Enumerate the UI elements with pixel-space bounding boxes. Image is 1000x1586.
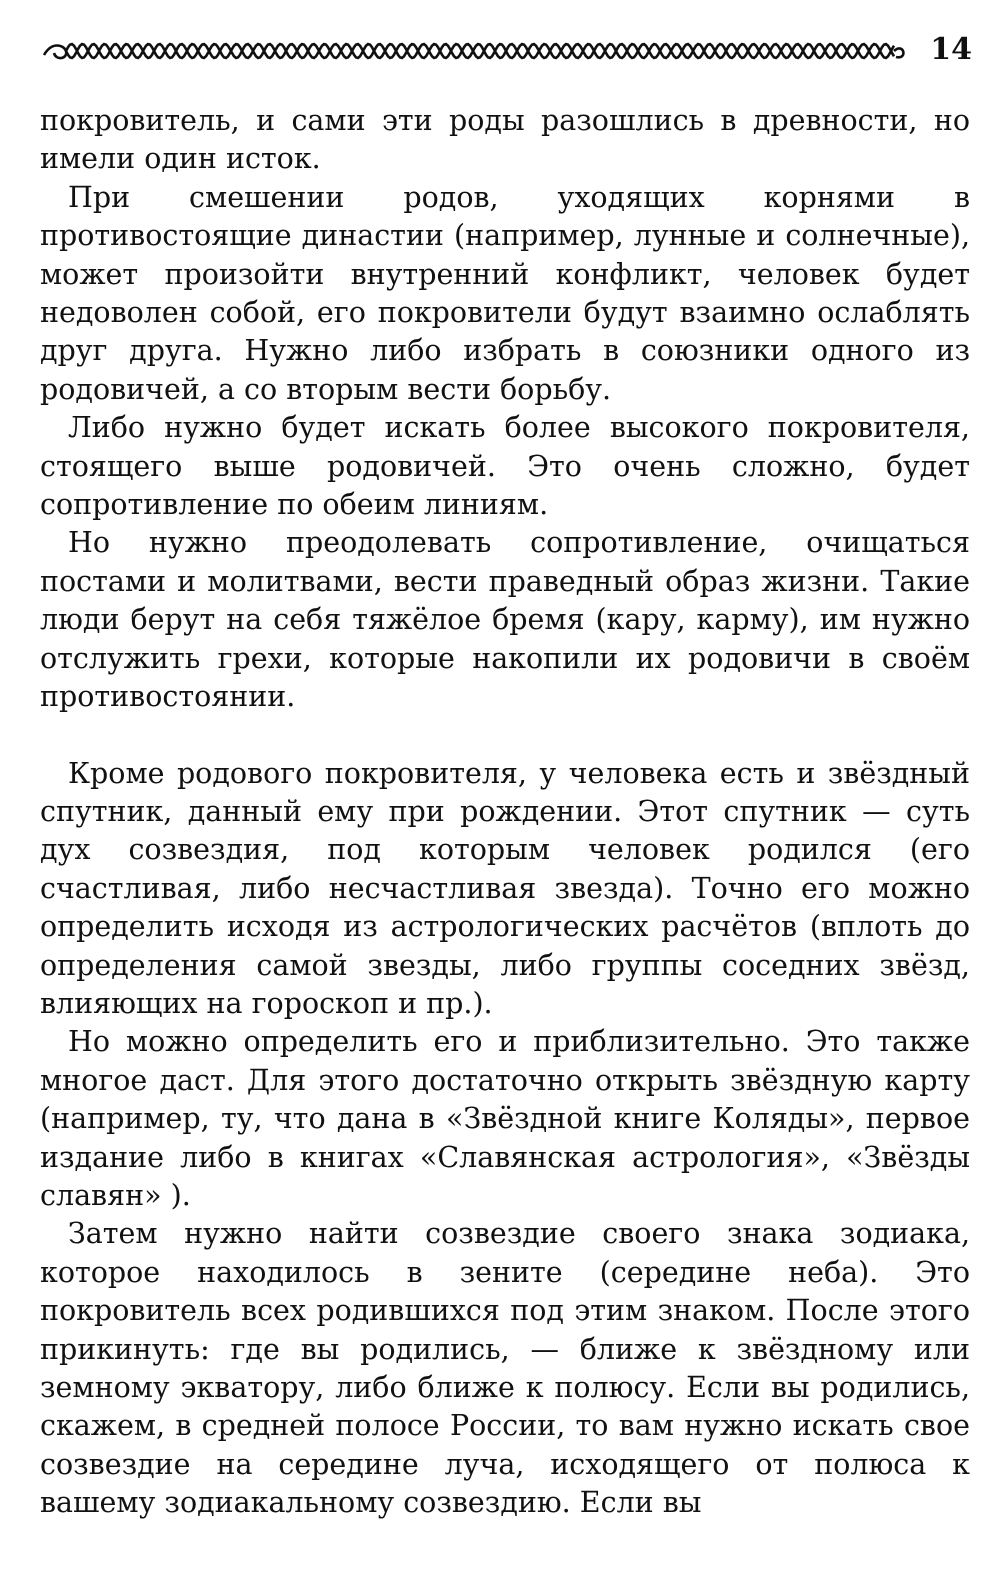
paragraph: Затем нужно найти созвездие своего знака зодиака, которое находилось в зените (середине неба). Это покровитель всех родившихся под этим знаком. После этого прикинуть: где вы родились, — ближе к звёздному или земному экватору, либо ближе к полюсу. Если вы родились, скажем, в средней полосе России, то вам нужно искать свое созвездие на середине луча, исходящего от полюса к вашему зодиакальному созвездию. Если вы <box>40 1217 970 1520</box>
body-text <box>40 102 970 1523</box>
page-number: 14 <box>930 32 972 67</box>
paragraph: покровитель, и сами эти роды разошлись в древности, но имели один исток. <box>40 104 970 176</box>
braided-rope-ornament-icon <box>42 36 910 66</box>
paragraph: Но можно определить его и приблизительно. Это также многое даст. Для этого достаточно открыть звёздную карту (например, ту, что дана в «Звёздной книге Коляды», первое издание либо в книгах «Славянская астрология», «Звёзды славян» ). <box>40 1025 970 1212</box>
paragraph: Кроме родового покровителя, у человека есть и звёздный спутник, данный ему при рождении. Этот спутник — суть дух созвездия, под которым человек родился (его счастливая, либо несчастливая звезда). Точно его можно определить исходя из астрологических расчётов (вплоть до определения самой звезды, либо группы соседних звёзд, влияющих на гороскоп и пр.). <box>40 756 970 1020</box>
paragraph: При смешении родов, уходящих корнями в противостоящие династии (например, лунные и солнечные), может произойти внутренний конфликт, человек будет недоволен собой, его покровители будут взаимно ослаблять друг друга. Нужно либо избрать в союзники одного из родовичей, а со вторым вести борьбу. <box>40 180 970 406</box>
page-header <box>42 28 972 74</box>
paragraph: Но нужно преодолевать сопротивление, очищаться постами и молитвами, вести праведный образ жизни. Такие люди берут на себя тяжёлое бремя (кару, карму), им нужно отслужить грехи, которые накопили их родовичи в своём противостоянии. <box>40 526 970 714</box>
paragraph: Либо нужно будет искать более высокого покровителя, стоящего выше родовичей. Это очень сложно, будет сопротивление по обеим линиям. <box>40 411 970 522</box>
